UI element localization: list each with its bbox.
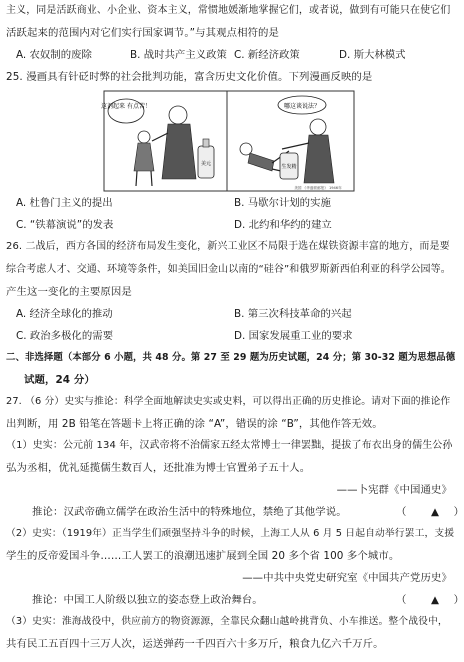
paren-close: ）: [453, 594, 464, 606]
q24-option-c[interactable]: C. 新经济政策: [234, 49, 300, 61]
q25-option-a[interactable]: A. 杜鲁门主义的提出: [16, 197, 113, 209]
q25-stem: 25. 漫画具有针砭时弊的社会批判功能，富含历史文化价值。下列漫画反映的是: [6, 71, 373, 83]
section2-heading-line2: 试题，24 分）: [24, 374, 95, 386]
q26-text-line1: 26. 二战后，西方各国的经济布局发生变化，新兴工业区不局限于选在煤铁资源丰富的地方，而是要: [6, 241, 450, 252]
cartoon-bubble-left: 这剂起来 有点苦！: [101, 103, 151, 110]
q27-stem-line2: 出判断，用 2B 铅笔在答题卡上将正确的涂 “A”，错误的涂 “B”，其他作答无效。: [6, 418, 383, 430]
q27-item1-answer-slot[interactable]: [396, 505, 464, 519]
q24-text-line1: 主义，同是活跃商业、小企业、资本主义，常惯地媛渐地掌握它们，或者说，做到有可能只在使它们: [6, 5, 451, 16]
q25-option-b[interactable]: B. 马歇尔计划的实施: [234, 197, 331, 209]
answer-mark-icon: ▲: [431, 594, 440, 606]
q27-item1-inference: 推论：汉武帝确立儒学在政治生活中的特殊地位，禁绝了其他学说。: [32, 506, 347, 518]
q24-option-b[interactable]: B. 战时共产主义政策: [130, 49, 227, 61]
q27-item1-line2: 弘为丞相，优礼延揽儒生数百人，还批准为博士官置弟子五十人。: [6, 462, 311, 474]
q26-text-line2: 综合考虑人才、交通、环境等条件，如美国旧金山以南的“硅谷”和俄罗斯新西伯利亚的科学公园等。: [6, 264, 451, 275]
q25-option-c[interactable]: C. “铁幕演说”的发表: [16, 219, 114, 231]
q27-item1-source: ——卜宪群《中国通史》: [336, 484, 452, 496]
q26-option-c[interactable]: C. 政治多极化的需要: [16, 330, 113, 342]
section2-heading-line1: 二、非选择题（本部分 6 小题，共 48 分。第 27 至 29 题为历史试题，24 分；第 30-32 题为思想品德: [6, 352, 456, 363]
q27-item3-line2: 共有民工五百四十三万人次，运送弹药一千四百六十多万斤，粮食九亿六千万斤。: [6, 638, 384, 650]
paren-close: ）: [453, 506, 464, 518]
q26-option-b[interactable]: B. 第三次科技革命的兴起: [234, 308, 352, 320]
q26-option-d[interactable]: D. 国家发展重工业的要求: [234, 330, 353, 342]
q27-item2-inference: 推论：中国工人阶级以独立的姿态登上政治舞台。: [32, 594, 263, 606]
q26-text-line3: 产生这一变化的主要原因是: [6, 286, 132, 298]
q27-stem-line1: 27. （6 分）史实与推论：科学全面地解读史实或史料，可以得出正确的历史推论。请对下面的推论作: [6, 396, 451, 407]
cartoon-bottle-right: 生发精: [281, 164, 297, 170]
q24-option-d[interactable]: D. 斯大林模式: [339, 49, 406, 61]
cartoon-illustration: [101, 91, 354, 191]
q25-option-d[interactable]: D. 北约和华约的建立: [234, 219, 332, 231]
cartoon-bottle-left: 美元: [200, 161, 212, 167]
q27-item2-line1: （2）史实：（1919年）正当学生们顽强坚持斗争的时候，上海工人从 6 月 5 日起自动举行罢工，支援: [6, 528, 455, 539]
q27-item1-line1: （1）史实：公元前 134 年，汉武帝将不治儒家五经太常博士一律罢黜，提拔了布衣出身的儒生公孙: [6, 440, 453, 451]
q27-item2-source: ——中共中央党史研究室《中国共产党历史》: [242, 572, 452, 584]
answer-mark-icon: ▲: [431, 506, 440, 518]
q27-item2-answer-slot[interactable]: [396, 593, 464, 607]
q24-text-line2: 活跃起来的范围内对它们实行国家调节。”与其观点相符的是: [6, 27, 280, 39]
q26-option-a[interactable]: A. 经济全球化的推动: [16, 308, 113, 320]
cartoon-bubble-right: 哪这谈说法？: [283, 103, 321, 110]
paren-open: （: [396, 506, 407, 518]
paren-open: （: [396, 594, 407, 606]
cartoon-credit: 美国 《华盛顿邮报》 1946年: [294, 186, 342, 190]
q25-cartoon: [101, 91, 354, 191]
q27-item3-line1: （3）史实：淮海战役中，供应前方的物资源源，全靠民众翻山越岭挑背负、小车推送。整个战役中，: [6, 616, 448, 627]
q27-item2-line2: 学生的反帝爱国斗争……工人罢工的浪潮迅速扩展到全国 20 多个省 100 多个城市。: [6, 550, 400, 562]
q24-option-a[interactable]: A. 农奴制的废除: [16, 49, 92, 61]
